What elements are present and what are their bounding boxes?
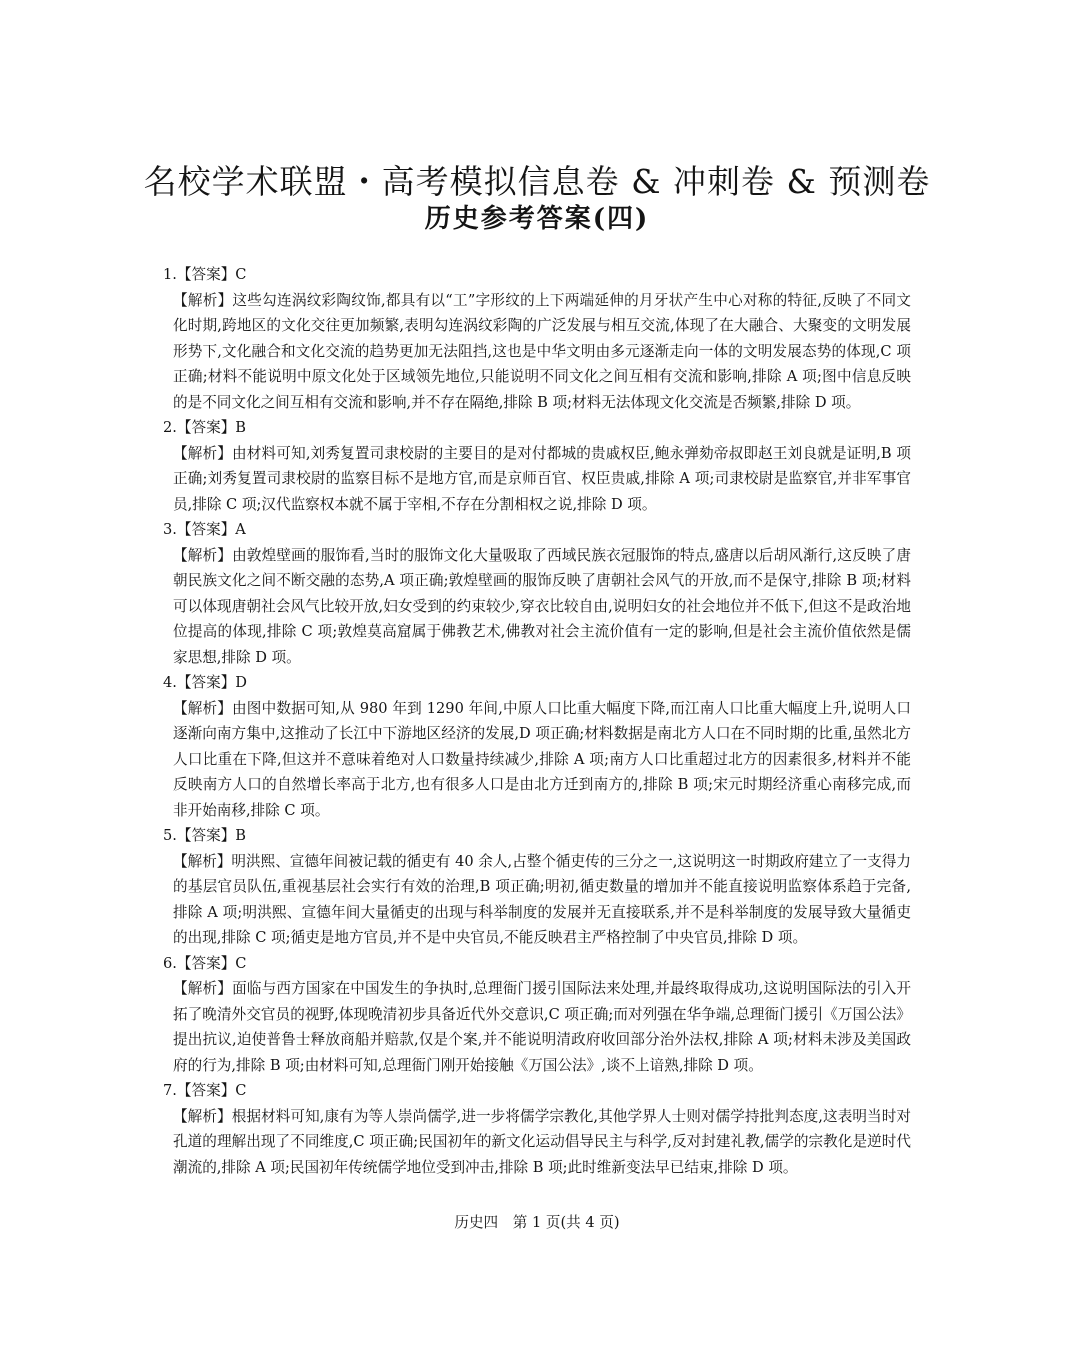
answer-label: 3.【答案】A [163,521,246,538]
answer-item-7 [163,1078,911,1180]
answer-item-6 [163,951,911,1079]
answer-label: 1.【答案】C [163,266,247,283]
answer-label: 2.【答案】B [163,419,247,436]
answer-label: 7.【答案】C [163,1082,247,1099]
answer-item-5 [163,823,911,951]
page-footer: 历史四 第 1 页(共 4 页) [454,1214,620,1231]
document-subtitle: 历史参考答案(四) [424,204,650,234]
analysis-text: 【解析】由敦煌壁画的服饰看,当时的服饰文化大量吸取了西域民族衣冠服饰的特点,盛唐以后胡风渐行,这反映了唐朝民族文化之间不断交融的态势,A 项正确;敦煌壁画的服饰反映了唐朝社会风气的开放,而不是保守,排除 B 项;材料可以体现唐朝社会风气比较开放,妇女受到的约束较少,穿衣比较自由,说明妇女的社会地位并不低下,但这不是政治地位提高的体现,排除 C 项;敦煌莫高窟属于佛教艺术,佛教对社会主流价值有一定的影响,但是社会主流价值依然是儒家思想,排除 D 项。 [173,546,911,666]
answer-item-4 [163,670,911,823]
analysis-text: 【解析】面临与西方国家在中国发生的争执时,总理衙门援引国际法来处理,并最终取得成功,这说明国际法的引入开拓了晚清外交官员的视野,体现晚清初步具备近代外交意识,C 项正确;而对列强在华争端,总理衙门援引《万国公法》提出抗议,迫使普鲁士释放商船并赔款,仅是个案,并不能说明清政府收回部分治外法权,排除 A 项;材料未涉及美国政府的行为,排除 B 项;由材料可知,总理衙门刚开始接触《万国公法》,谈不上谙熟,排除 D 项。 [173,980,911,1074]
answer-item-2 [163,415,911,517]
answer-item-1 [163,262,911,415]
analysis-text: 【解析】由图中数据可知,从 980 年到 1290 年间,中原人口比重大幅度下降,而江南人口比重大幅度上升,说明人口逐渐向南方集中,这推动了长江中下游地区经济的发展,D 项正确;材料数据是南北方人口在不同时期的比重,虽然北方人口比重在下降,但这并不意味着绝对人口数量持续减少,排除 A 项;南方人口比重超过北方的因素很多,材料并不能反映南方人口的自然增长率高于北方,也有很多人口是由北方迁到南方的,排除 B 项;宋元时期经济重心南移完成,而非开始南移,排除 C 项。 [173,699,911,819]
analysis-text: 【解析】这些勾连涡纹彩陶纹饰,都具有以“工”字形纹的上下两端延伸的月牙状产生中心对称的特征,反映了不同文化时期,跨地区的文化交往更加频繁,表明勾连涡纹彩陶的广泛发展与相互交流,体现了在大融合、大聚变的文明发展形势下,文化融合和文化交流的趋势更加无法阻挡,这也是中华文明由多元逐渐走向一体的文明发展态势的体现,C 项正确;材料不能说明中原文化处于区域领先地位,只能说明不同文化之间互相有交流和影响,排除 A 项;图中信息反映的是不同文化之间互相有交流和影响,并不存在隔绝,排除 B 项;材料无法体现文化交流是否频繁,排除 D 项。 [173,291,911,411]
analysis-text: 【解析】明洪熙、宣德年间被记载的循吏有 40 余人,占整个循吏传的三分之一,这说明这一时期政府建立了一支得力的基层官员队伍,重视基层社会实行有效的治理,B 项正确;明初,循吏数量的增加并不能直接说明监察体系趋于完备,排除 A 项;明洪熙、宣德年间大量循吏的出现与科举制度的发展并无直接联系,并不是科举制度的发展导致大量循吏的出现,排除 C 项;循吏是地方官员,并不是中央官员,不能反映君主严格控制了中央官员,排除 D 项。 [173,852,911,946]
answer-label: 6.【答案】C [163,954,247,972]
analysis-text: 【解析】由材料可知,刘秀复置司隶校尉的主要目的是对付都城的贵戚权臣,鲍永弹劾帝叔即赵王刘良就是证明,B 项正确;刘秀复置司隶校尉的监察目标不是地方官,而是京师百官、权臣贵戚,排除 A 项;司隶校尉是监察官,并非军事官员,排除 C 项;汉代监察权本就不属于宰相,不存在分割相权之说,排除 D 项。 [173,444,911,513]
answer-label: 4.【答案】D [163,674,247,691]
answer-item-3 [163,517,911,670]
document-title: 名校学术联盟・高考模拟信息卷 & 冲刺卷 & 预测卷 [143,162,931,201]
answer-list [163,262,911,1180]
answer-label: 5.【答案】B [163,827,247,844]
analysis-text: 【解析】根据材料可知,康有为等人崇尚儒学,进一步将儒学宗教化,其他学界人士则对儒学持批判态度,这表明当时对孔道的理解出现了不同维度,C 项正确;民国初年的新文化运动倡导民主与科学,反对封建礼教,儒学的宗教化是逆时代潮流的,排除 A 项;民国初年传统儒学地位受到冲击,排除 B 项;此时维新变法早已结束,排除 D 项。 [173,1107,911,1176]
